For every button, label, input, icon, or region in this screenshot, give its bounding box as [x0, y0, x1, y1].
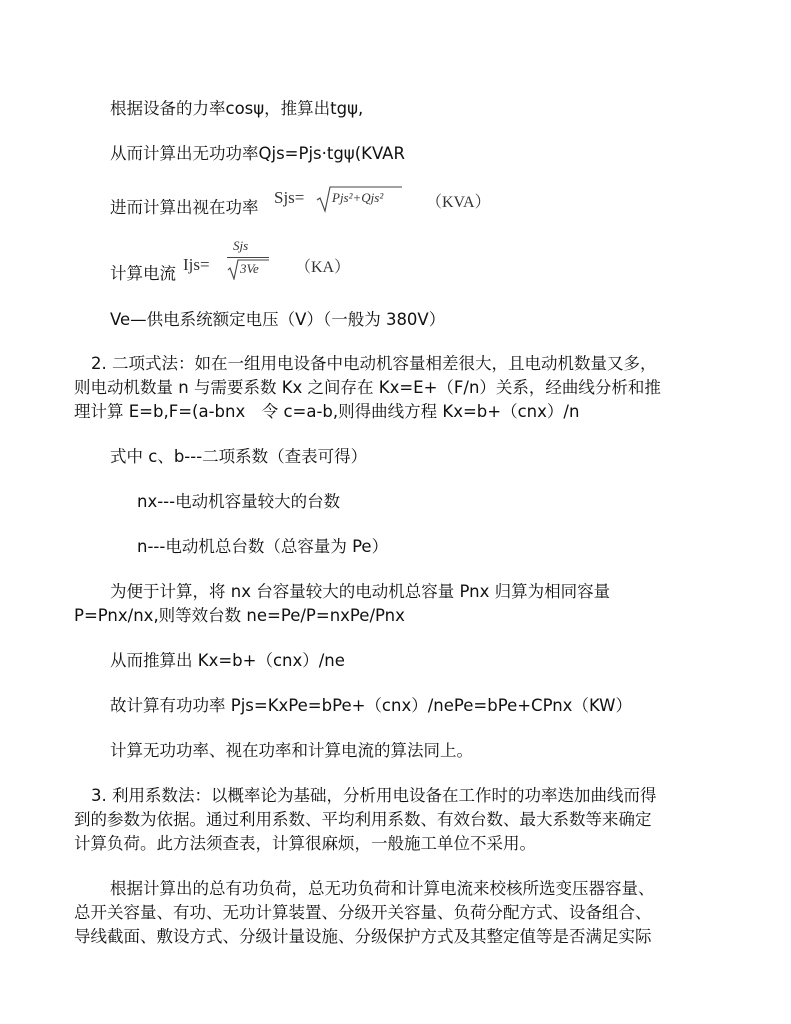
- text-line: n---电动机总台数（总容量为 Pe）: [137, 537, 389, 556]
- paragraph-line: 根据计算出的总有功负荷，总无功负荷和计算电流来校核所选变压器容量、: [110, 879, 655, 898]
- formula-unit: （KA）: [295, 259, 351, 276]
- formula-numerator: Sjs: [233, 238, 249, 253]
- text-line: 计算电流: [110, 264, 176, 283]
- paragraph-line: P=Pnx/nx,则等效台数 ne=Pe/P=nxPe/Pnx: [74, 606, 405, 625]
- paragraph-line: 则电动机数量 n 与需要系数 Kx 之间存在 Kx=E+（F/n）关系，经曲线分析和推: [74, 378, 661, 397]
- text-line: 从而推算出 Kx=b+（cnx）/ne: [110, 651, 345, 670]
- paragraph-line: 总开关容量、有功、无功计算装置、分级开关容量、负荷分配方式、设备组合、: [74, 903, 652, 922]
- paragraph-line: 计算负荷。此方法须查表，计算很麻烦，一般施工单位不采用。: [74, 834, 536, 853]
- formula-unit: （KVA）: [426, 194, 491, 211]
- paragraph-line: 3. 利用系数法：以概率论为基础，分析用电设备在工作时的功率迭加曲线而得: [91, 786, 657, 805]
- paragraph-line: 到的参数为依据。通过利用系数、平均利用系数、有效台数、最大系数等来确定: [74, 810, 652, 829]
- paragraph-line: 为便于计算，将 nx 台容量较大的电动机总容量 Pnx 归算为相同容量: [110, 582, 611, 601]
- formula-lhs: Ijs=: [183, 255, 210, 274]
- text-line: Ve—供电系统额定电压（V）（一般为 380V）: [110, 310, 446, 329]
- text-line: 计算无功功率、视在功率和计算电流的算法同上。: [110, 741, 473, 760]
- formula-denominator: 3Ve: [240, 261, 259, 276]
- paragraph-line: 2. 二项式法：如在一组用电设备中电动机容量相差很大，且电动机数量又多，: [91, 354, 657, 373]
- text-line: 从而计算出无功功率Qjs=Pjs·tgψ(KVAR: [110, 144, 405, 163]
- formula-lhs: Sjs=: [274, 188, 305, 207]
- text-line: 式中 c、b---二项系数（查表可得）: [110, 447, 368, 466]
- text-line: 根据设备的力率cosψ，推算出tgψ,: [110, 99, 364, 118]
- text-line: 故计算有功功率 Pjs=KxPe=bPe+（cnx）/nePe=bPe+CPnx（KW）: [110, 696, 632, 715]
- text-line: 进而计算出视在功率: [110, 198, 259, 217]
- paragraph-line: 理计算 E=b,F=(a-bnx 令 c=a-b,则得曲线方程 Kx=b+（cnx）/n: [74, 402, 580, 421]
- paragraph-line: 导线截面、敷设方式、分级计量设施、分级保护方式及其整定值等是否满足实际: [74, 927, 652, 946]
- text-line: nx---电动机容量较大的台数: [137, 492, 341, 511]
- formula-radicand: Pjs²+Qjs²: [332, 190, 384, 205]
